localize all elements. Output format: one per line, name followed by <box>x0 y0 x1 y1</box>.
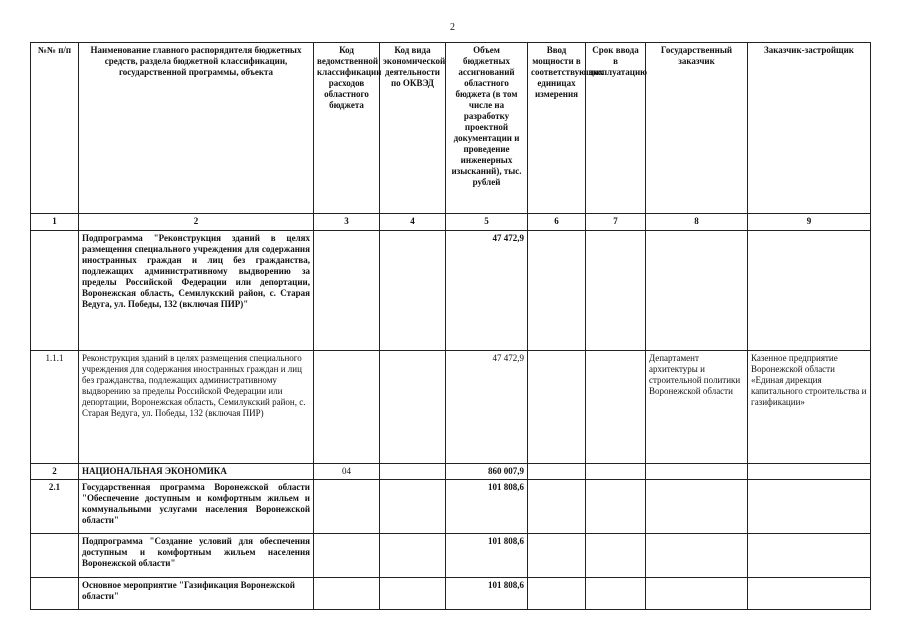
row-amount: 47 472,9 <box>446 351 528 464</box>
page-number: 2 <box>450 22 455 33</box>
header-capacity: Ввод мощности в соответствующих единицах измерения <box>528 43 586 214</box>
row-name: НАЦИОНАЛЬНАЯ ЭКОНОМИКА <box>79 464 314 480</box>
row-term <box>586 351 646 464</box>
row-num: 1.1.1 <box>31 351 79 464</box>
table-row <box>31 534 871 578</box>
row-term <box>586 578 646 610</box>
row-amount: 47 472,9 <box>446 231 528 351</box>
row-name: Подпрограмма "Создание условий для обеспечения доступным и комфортным жильем населения Воронежской области" <box>79 534 314 578</box>
table-row <box>31 480 871 534</box>
header-term: Срок ввода в эксплуатацию <box>586 43 646 214</box>
row-num <box>31 578 79 610</box>
header-name: Наименование главного распорядителя бюджетных средств, раздела бюджетной классификации, государственной программы, объекта <box>79 43 314 214</box>
header-amount: Объем бюджетных ассигнований областного бюджета (в том числе на разработку проектной документации и проведение инженерных изысканий), тыс. рублей <box>446 43 528 214</box>
row-term <box>586 534 646 578</box>
budget-table <box>30 42 871 610</box>
header-developer: Заказчик-застройщик <box>748 43 871 214</box>
column-number: 6 <box>528 214 586 231</box>
row-name: Реконструкция зданий в целях размещения специального учреждения для содержания иностранных граждан и лиц без гражданства, подлежащих административному выдворению за пределы Российской Федерации или депортации, Воронежская область, Семилукский район, с. Старая Ведуга, ул. Победы, 132 (включая ПИР) <box>79 351 314 464</box>
row-name: Основное мероприятие "Газификация Воронежской области" <box>79 578 314 610</box>
header-dept-code: Код ведомственной классификации расходов областного бюджета <box>314 43 380 214</box>
header-customer: Государственный заказчик <box>646 43 748 214</box>
row-name: Государственная программа Воронежской области "Обеспечение доступным и комфортным жильем и коммунальными услугами населения Воронежской области" <box>79 480 314 534</box>
header-row <box>31 43 871 214</box>
table-row <box>31 231 871 351</box>
table-row <box>31 351 871 464</box>
column-number: 1 <box>31 214 79 231</box>
row-code <box>314 480 380 534</box>
header-num: №№ п/п <box>31 43 79 214</box>
row-code <box>314 231 380 351</box>
row-num <box>31 231 79 351</box>
row-okved <box>380 534 446 578</box>
column-number: 9 <box>748 214 871 231</box>
row-capacity <box>528 480 586 534</box>
row-term <box>586 480 646 534</box>
row-num: 2 <box>31 464 79 480</box>
row-capacity <box>528 464 586 480</box>
row-developer <box>748 480 871 534</box>
row-num <box>31 534 79 578</box>
column-number: 5 <box>446 214 528 231</box>
row-okved <box>380 464 446 480</box>
row-amount: 101 808,6 <box>446 534 528 578</box>
row-capacity <box>528 578 586 610</box>
column-number: 7 <box>586 214 646 231</box>
row-developer <box>748 231 871 351</box>
row-customer <box>646 464 748 480</box>
column-number-row <box>31 214 871 231</box>
row-customer <box>646 231 748 351</box>
column-number: 8 <box>646 214 748 231</box>
row-okved <box>380 480 446 534</box>
row-customer: Департамент архитектуры и строительной политики Воронежской области <box>646 351 748 464</box>
row-okved <box>380 351 446 464</box>
row-developer <box>748 578 871 610</box>
row-amount: 101 808,6 <box>446 578 528 610</box>
row-customer <box>646 480 748 534</box>
row-amount: 101 808,6 <box>446 480 528 534</box>
row-capacity <box>528 231 586 351</box>
table-row <box>31 578 871 610</box>
row-term <box>586 464 646 480</box>
row-term <box>586 231 646 351</box>
row-okved <box>380 578 446 610</box>
row-num: 2.1 <box>31 480 79 534</box>
row-code: 04 <box>314 464 380 480</box>
row-capacity <box>528 534 586 578</box>
column-number: 3 <box>314 214 380 231</box>
row-amount: 860 007,9 <box>446 464 528 480</box>
row-customer <box>646 534 748 578</box>
row-code <box>314 578 380 610</box>
row-customer <box>646 578 748 610</box>
row-okved <box>380 231 446 351</box>
table-row <box>31 464 871 480</box>
header-okved: Код вида экономической деятельности по ОКВЭД <box>380 43 446 214</box>
row-code <box>314 534 380 578</box>
row-developer: Казенное предприятие Воронежской области «Единая дирекция капитального строительства и газификации» <box>748 351 871 464</box>
row-code <box>314 351 380 464</box>
row-developer <box>748 464 871 480</box>
column-number: 2 <box>79 214 314 231</box>
row-name: Подпрограмма "Реконструкция зданий в целях размещения специального учреждения для содержания иностранных граждан и лиц без гражданства, подлежащих административному выдворению за пределы Российской Федерации или депортации, Воронежская область, Семилукский район, с. Старая Ведуга, ул. Победы, 132 (включая ПИР)" <box>79 231 314 351</box>
row-capacity <box>528 351 586 464</box>
column-number: 4 <box>380 214 446 231</box>
row-developer <box>748 534 871 578</box>
